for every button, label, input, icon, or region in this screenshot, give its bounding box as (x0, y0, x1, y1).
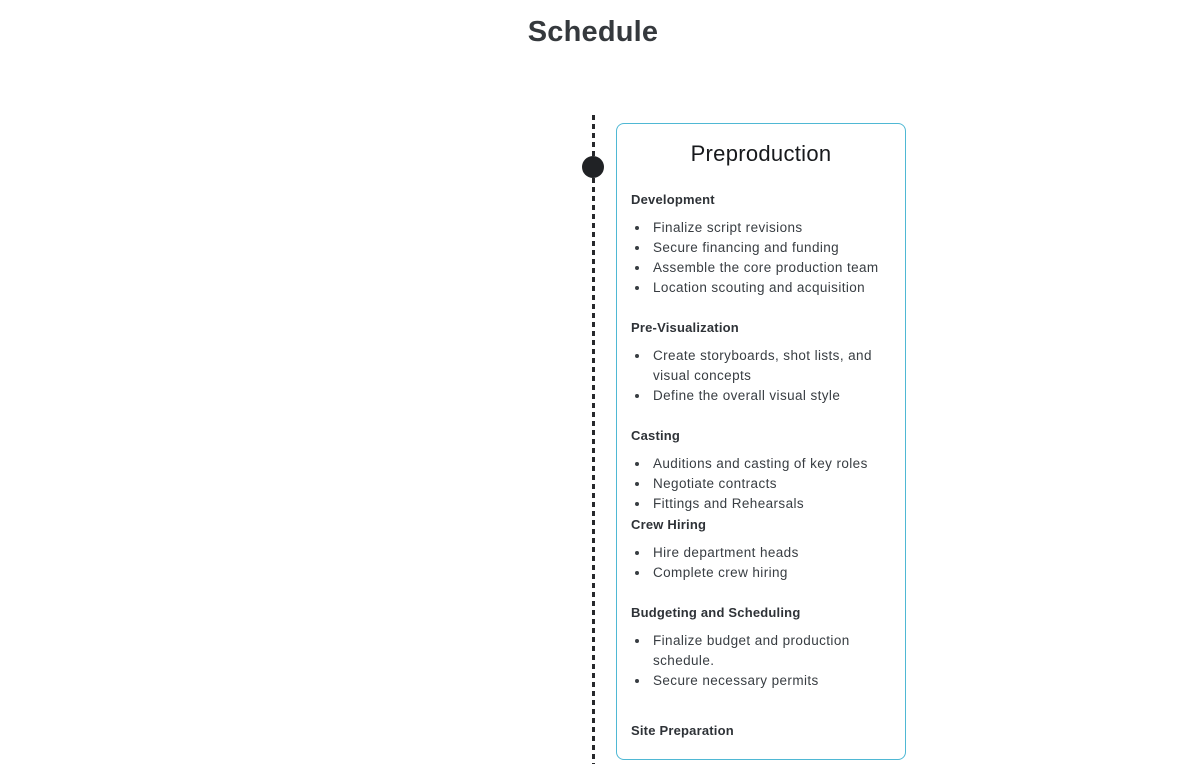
list-item: • Location scouting and acquisition (650, 278, 891, 298)
card-section (631, 192, 891, 298)
page-title: Schedule (527, 16, 659, 48)
card-sections (631, 192, 891, 739)
section-heading: Site Preparation (631, 723, 734, 738)
section-heading: Casting (631, 428, 681, 443)
section-list (631, 346, 891, 406)
card-section (631, 605, 891, 691)
section-heading: Development (631, 192, 715, 207)
card-section (631, 517, 891, 583)
section-list (631, 218, 891, 298)
timeline-dashed-line (592, 115, 595, 764)
section-list (631, 543, 891, 583)
list-item: • Hire department heads (650, 543, 891, 563)
list-item: • Define the overall visual style (650, 386, 891, 406)
card-title: Preproduction (690, 141, 832, 166)
list-item: • Complete crew hiring (650, 563, 891, 583)
section-heading: Crew Hiring (631, 517, 707, 532)
timeline-node-dot[interactable] (582, 156, 604, 178)
card-section (631, 723, 891, 739)
list-item: • Secure necessary permits (650, 671, 891, 691)
section-list (631, 631, 891, 691)
section-heading: Budgeting and Scheduling (631, 605, 801, 620)
list-item: • Auditions and casting of key roles (650, 454, 891, 474)
list-item: • Negotiate contracts (650, 474, 891, 494)
section-heading: Pre-Visualization (631, 320, 739, 335)
section-list (631, 454, 891, 514)
list-item: • Fittings and Rehearsals (650, 494, 891, 514)
list-item: • Finalize budget and production schedule. (650, 631, 891, 671)
preproduction-card (616, 123, 906, 760)
list-item: • Finalize script revisions (650, 218, 891, 238)
card-section (631, 428, 891, 514)
list-item: • Create storyboards, shot lists, and visual concepts (650, 346, 891, 386)
list-item: • Assemble the core production team (650, 258, 891, 278)
card-section (631, 320, 891, 406)
list-item: • Secure financing and funding (650, 238, 891, 258)
